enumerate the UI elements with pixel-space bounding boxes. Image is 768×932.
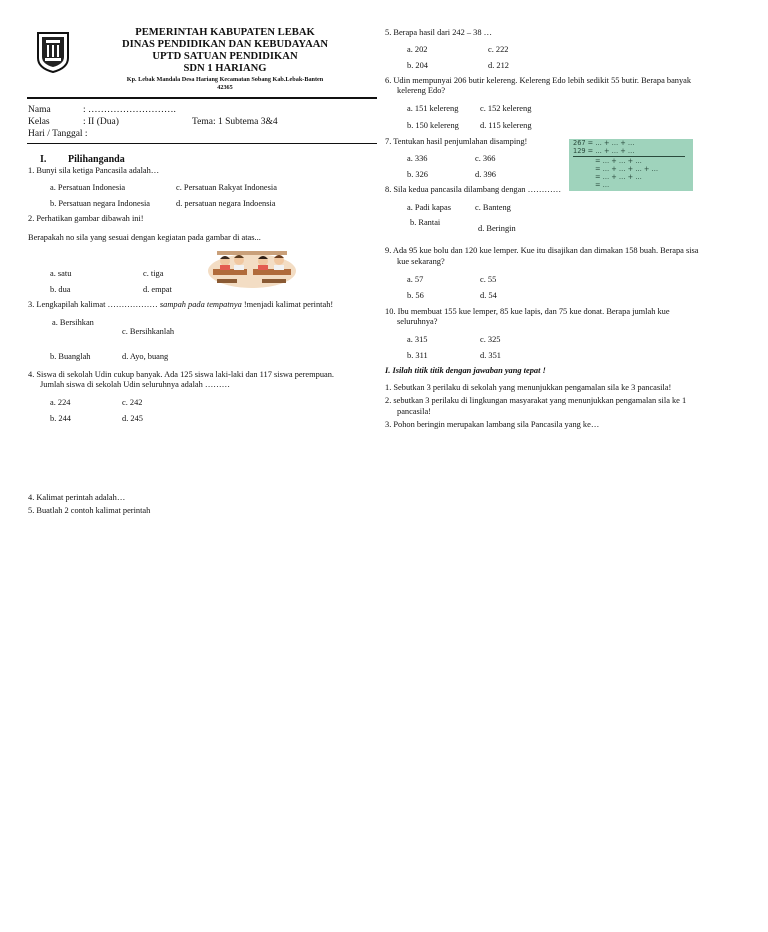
- box-line-5: = … + … + …: [595, 173, 642, 181]
- box-line-4: = … + … + … + …: [595, 165, 659, 173]
- q5-text: 5. Berapa hasil dari 242 – 38 …: [385, 28, 492, 37]
- header-line-1: PEMERINTAH KABUPATEN LEBAK: [135, 27, 315, 38]
- q4-line-1: 4. Siswa di sekolah Udin cukup banyak. Ada 125 siswa laki-laki dan 117 siswa perempuan.: [28, 370, 335, 379]
- info-rule: [27, 143, 377, 144]
- q6-line-2: kelereng Edo?: [397, 86, 446, 95]
- q3-option-d: d. Ayo, buang: [122, 352, 169, 361]
- q5-option-d: d. 212: [488, 61, 509, 70]
- q5-option-b: b. 204: [407, 61, 428, 70]
- name-value: : ……………………….: [83, 105, 176, 115]
- q7-option-c: c. 366: [475, 154, 496, 163]
- q8-option-a: a. Padi kapas: [407, 203, 451, 212]
- q10-option-c: c. 325: [480, 335, 501, 344]
- q4-option-a: a. 224: [50, 398, 71, 407]
- q3-text-end: !menjadi kalimat perintah!: [241, 300, 334, 309]
- q6-option-c: c. 152 kelereng: [480, 104, 532, 113]
- q1-option-b: b. Persatuan negara Indonesia: [50, 199, 150, 208]
- section2-q3: 3. Pohon beringin merupakan lambang sila Pancasila yang ke…: [385, 420, 600, 429]
- section2-q2-line-1: 2. sebutkan 3 perilaku di lingkungan masyarakat yang menunjukkan pengamalan sila ke 1: [385, 396, 687, 405]
- box-line-3: = … + … + …: [595, 157, 642, 165]
- q3-option-b: b. Buanglah: [50, 352, 91, 361]
- q10-option-d: d. 351: [480, 351, 501, 360]
- q8-option-b: b. Rantai: [410, 218, 441, 227]
- q3-option-a: a. Bersihkan: [52, 318, 94, 327]
- q7-option-d: d. 396: [475, 170, 496, 179]
- class-value: : II (Dua): [83, 117, 119, 127]
- q5-option-a: a. 202: [407, 45, 428, 54]
- q7-option-b: b. 326: [407, 170, 428, 179]
- q10-option-b: b. 311: [407, 351, 428, 360]
- school-logo: [35, 30, 71, 74]
- q1-option-a: a. Persatuan Indonesia: [50, 183, 126, 192]
- header-line-4: SDN 1 HARIANG: [183, 63, 267, 74]
- q4-option-c: c. 242: [122, 398, 143, 407]
- section1-num: I.: [40, 154, 47, 165]
- q6-line-1: 6. Udin mempunyai 206 butir kelereng. Kelereng Edo lebih sedikit 55 butir. Berapa banyak: [385, 76, 692, 85]
- date-label: Hari / Tanggal :: [28, 129, 88, 139]
- q2-option-c: c. tiga: [143, 269, 164, 278]
- header-line-3: UPTD SATUAN PENDIDIKAN: [152, 51, 298, 62]
- header-postal: 42365: [217, 84, 233, 91]
- q6-option-d: d. 115 kelereng: [480, 121, 532, 130]
- q3-option-c: c. Bersihkanlah: [122, 327, 175, 336]
- q9-option-d: d. 54: [480, 291, 497, 300]
- q8-option-d: d. Beringin: [478, 224, 516, 233]
- q3-text-start: 3. Lengkapilah kalimat ………………: [28, 300, 160, 309]
- q3-text-italic: sampah pada tempatnya: [159, 300, 242, 309]
- q2-option-d: d. empat: [143, 285, 172, 294]
- q4-option-b: b. 244: [50, 414, 71, 423]
- q2-option-a: a. satu: [50, 269, 72, 278]
- box-line-6: = …: [595, 181, 610, 189]
- header-rule: [27, 97, 377, 99]
- q9-line-1: 9. Ada 95 kue bolu dan 120 kue lemper. Kue itu disajikan dan dimakan 158 buah. Berapa sisa: [385, 246, 699, 255]
- q2-text: 2. Perhatikan gambar dibawah ini!: [28, 214, 144, 223]
- q9-option-c: c. 55: [480, 275, 497, 284]
- name-label: Nama: [28, 105, 51, 115]
- q4-option-d: d. 245: [122, 414, 143, 423]
- q1-option-d: d. persatuan negara Indoensia: [176, 199, 276, 208]
- q5-option-c: c. 222: [488, 45, 509, 54]
- section2-q1: 1. Sebutkan 3 perilaku di sekolah yang menunjukkan pengamalan sila ke 3 pancasila!: [385, 383, 672, 392]
- q8-option-c: c. Banteng: [475, 203, 511, 212]
- q9-option-b: b. 56: [407, 291, 424, 300]
- q9-option-a: a. 57: [407, 275, 424, 284]
- q9-line-2: kue sekarang?: [397, 257, 445, 266]
- header-line-2: DINAS PENDIDIKAN DAN KEBUDAYAAN: [121, 39, 329, 50]
- section1-title: Pilihanganda: [68, 154, 125, 165]
- box-line-2: 129 = … + … + …: [573, 147, 635, 155]
- q3-text: [28, 300, 333, 310]
- q1-option-c: c. Persatuan Rakyat Indonesia: [176, 183, 277, 192]
- q7-option-a: a. 336: [407, 154, 428, 163]
- theme-label: Tema: 1 Subtema 3&4: [192, 117, 278, 127]
- q7-text: 7. Tentukan hasil penjumlahan disamping!: [385, 137, 528, 146]
- q1-text: 1. Bunyi sila ketiga Pancasila adalah…: [28, 166, 160, 175]
- q10-line-2: seluruhnya?: [397, 317, 438, 326]
- box-line-1: 267 = … + … + …: [573, 139, 635, 147]
- addition-worksheet-box: [569, 139, 693, 191]
- q6-option-a: a. 151 kelereng: [407, 104, 459, 113]
- class-label: Kelas: [28, 117, 50, 127]
- q4-line-2: Jumlah siswa di sekolah Udin seluruhnya adalah ………: [40, 380, 231, 389]
- essay-q4: 4. Kalimat perintah adalah…: [28, 493, 126, 502]
- q10-line-1: 10. Ibu membuat 155 kue lemper, 85 kue lapis, dan 75 kue donat. Berapa jumlah kue: [385, 307, 670, 316]
- q10-option-a: a. 315: [407, 335, 428, 344]
- classroom-illustration: [207, 245, 297, 289]
- q8-text: 8. Sila kedua pancasila dilambang dengan …………: [385, 185, 562, 194]
- header-address: Kp. Lebak Mandala Desa Hariang Kecamatan Sobang Kab.Lebak-Banten: [126, 76, 324, 83]
- section2-title: I. Isilah titik titik dengan jawaban yang tepat !: [385, 366, 546, 375]
- section2-q2-line-2: pancasila!: [397, 407, 431, 416]
- essay-q5: 5. Buatlah 2 contoh kalimat perintah: [28, 506, 151, 515]
- q2-option-b: b. dua: [50, 285, 71, 294]
- q6-option-b: b. 150 kelereng: [407, 121, 459, 130]
- q2-subtext: Berapakah no sila yang sesuai dengan kegiatan pada gambar di atas...: [28, 233, 261, 242]
